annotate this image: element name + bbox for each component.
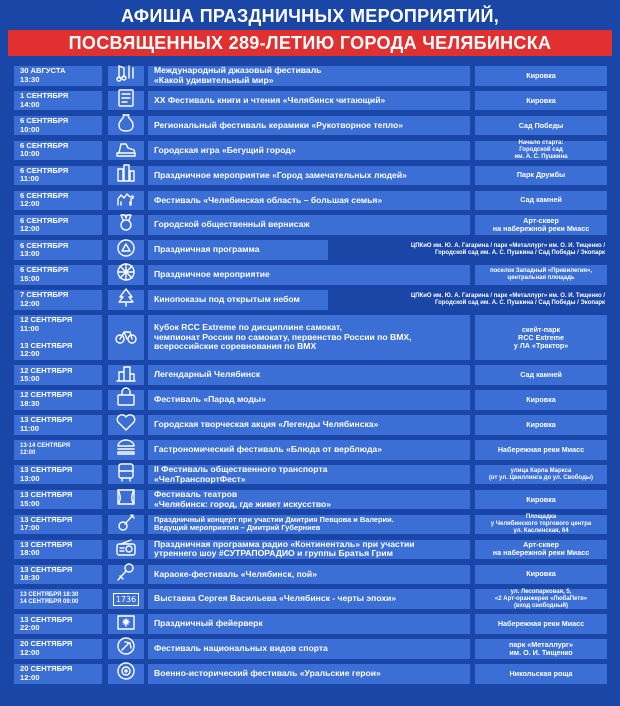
event-row — [0, 515, 620, 537]
event-place-cell — [475, 415, 607, 435]
event-date-cell — [14, 664, 102, 684]
event-date-cell — [14, 515, 102, 535]
event-date: 13 СЕНТЯБРЯ 18:00 — [20, 539, 73, 558]
event-title: Праздничное мероприятие — [154, 269, 270, 280]
event-title-cell — [148, 390, 470, 410]
event-place: Набережная реки Миасс — [497, 444, 585, 454]
event-place: Сад камней — [520, 370, 562, 380]
event-title-cell — [148, 116, 470, 136]
event-date: 13 СЕНТЯБРЯ 13:00 — [20, 465, 73, 483]
event-place-cell — [475, 66, 607, 86]
event-place-cell — [475, 490, 607, 510]
event-place: Арт-сквер на набережной реки Миасс — [492, 216, 590, 234]
event-row — [0, 191, 620, 213]
event-title: Выставка Сергея Васильева «Челябинск - черты эпохи» — [154, 593, 397, 604]
event-title: Праздничное мероприятие «Город замечательных людей» — [154, 169, 407, 180]
event-title-cell — [148, 215, 470, 235]
event-place-cell — [475, 440, 607, 460]
event-row — [0, 490, 620, 512]
event-date-cell — [14, 290, 102, 310]
event-row — [0, 639, 620, 661]
event-icon-cell — [108, 639, 144, 659]
event-date-cell — [14, 589, 102, 609]
event-icon-cell — [108, 91, 144, 111]
event-date: 12 СЕНТЯБРЯ 18:30 — [20, 390, 73, 408]
event-date-cell — [14, 440, 102, 460]
event-row — [0, 440, 620, 462]
event-row — [0, 589, 620, 611]
event-place: Кировка — [526, 419, 556, 429]
event-place-cell — [475, 166, 607, 186]
radio-icon — [115, 537, 137, 562]
event-title-cell — [148, 540, 470, 560]
event-place: Сад Победы — [518, 120, 564, 130]
event-title-cell — [148, 66, 470, 86]
event-icon-cell — [108, 240, 144, 260]
event-icon-cell — [108, 66, 144, 86]
event-place-cell — [475, 565, 607, 585]
event-title-cell — [148, 415, 470, 435]
event-date: 12 СЕНТЯБРЯ 11:00 13 СЕНТЯБРЯ 12:00 — [20, 315, 73, 359]
event-date: 13 СЕНТЯБРЯ 11:00 — [20, 415, 73, 433]
event-place-cell — [475, 191, 607, 211]
year-1736-icon: 1736 — [113, 593, 139, 606]
event-title: Фестиваль театров «Челябинск: город, где живет искусство» — [154, 489, 332, 509]
event-date-cell — [14, 166, 102, 186]
event-place: ул. Лесопарковая, 5, «2 Арт-оранжерея «ЛюбаПетя» (вход свободный) — [494, 588, 588, 609]
event-title: Городской общественный вернисаж — [154, 219, 310, 230]
event-title-cell — [148, 290, 328, 310]
event-row — [0, 116, 620, 138]
event-title-cell — [148, 490, 470, 510]
event-title: Легендарный Челябинск — [154, 369, 261, 380]
event-date-cell — [14, 141, 102, 161]
event-date-cell — [14, 215, 102, 235]
event-place-cell — [475, 365, 607, 385]
event-date-cell — [14, 490, 102, 510]
event-date-cell — [14, 465, 102, 485]
event-place: Набережная реки Миасс — [497, 619, 585, 629]
event-title: Военно-исторический фестиваль «Уральские герои» — [154, 668, 381, 679]
event-row — [0, 215, 620, 237]
event-icon-cell — [108, 390, 144, 410]
event-icon-cell — [108, 540, 144, 560]
event-date: 30 АВГУСТА 13:30 — [20, 66, 66, 84]
event-row — [0, 240, 620, 262]
book-icon — [115, 88, 137, 113]
event-row — [0, 265, 620, 287]
event-icon-cell — [108, 465, 144, 485]
event-date-cell — [14, 639, 102, 659]
event-place-cell — [475, 664, 607, 684]
bmx-bike-icon — [115, 325, 137, 350]
event-title-cell — [148, 265, 470, 285]
event-title-cell — [148, 141, 470, 161]
event-place: Никольская роща — [509, 668, 573, 678]
page-title-line2: ПОСВЯЩЕННЫХ 289-ЛЕТИЮ ГОРОДА ЧЕЛЯБИНСКА — [68, 33, 552, 53]
event-title: Региональный фестиваль керамики «Рукотворное тепло» — [154, 119, 404, 130]
event-title-cell — [148, 240, 328, 260]
event-icon-cell — [108, 415, 144, 435]
event-icon-cell — [108, 116, 144, 136]
event-date: 6 СЕНТЯБРЯ 12:00 — [20, 215, 69, 234]
event-title-cell — [148, 589, 470, 609]
event-date: 7 СЕНТЯБРЯ 12:00 — [20, 290, 69, 308]
event-place: Кировка — [526, 394, 556, 404]
event-place: улица Карла Маркса (от ул. Цвиллинга до ул. Свободы) — [488, 467, 594, 481]
event-title: Гастрономический фестиваль «Блюда от верблюда» — [154, 444, 382, 454]
event-date: 6 СЕНТЯБРЯ 12:00 — [20, 190, 69, 209]
event-date-cell — [14, 240, 102, 260]
event-place-cell — [475, 141, 607, 161]
event-place-cell — [475, 465, 607, 485]
event-title: Праздничная программа — [154, 244, 260, 255]
event-place-cell — [475, 540, 607, 560]
camel-icon — [115, 188, 137, 213]
event-place-cell — [475, 515, 607, 535]
event-title-cell — [148, 639, 470, 659]
event-title: Фестиваль национальных видов спорта — [154, 643, 328, 654]
rocket-icon — [115, 636, 137, 661]
event-date: 6 СЕНТЯБРЯ 11:00 — [20, 165, 69, 184]
event-date-cell — [14, 265, 102, 285]
event-icon-cell — [108, 515, 144, 535]
event-row — [0, 141, 620, 163]
event-icon-cell — [108, 490, 144, 510]
event-icon-cell — [108, 191, 144, 211]
target-icon — [115, 661, 137, 686]
event-place: поселок Западный «Привилегия», центральная площадь — [489, 268, 593, 281]
event-title: Праздничный концерт при участии Дмитрия Певцова и Валерии. Ведущий мероприятия – Дмитрий Губерниев — [154, 515, 394, 533]
event-title-cell — [148, 465, 470, 485]
event-date: 1 СЕНТЯБРЯ 14:00 — [20, 91, 69, 109]
event-date-cell — [14, 315, 102, 360]
event-place-cell — [475, 639, 607, 659]
event-icon-cell — [108, 141, 144, 161]
event-date: 20 СЕНТЯБРЯ 12:00 — [20, 639, 73, 657]
event-title: Кинопоказы под открытым небом — [154, 294, 300, 305]
event-title-cell — [148, 565, 470, 585]
microphone-icon — [115, 562, 137, 587]
event-date: 6 СЕНТЯБРЯ 10:00 — [20, 116, 69, 134]
event-icon-cell — [108, 664, 144, 684]
event-icon-cell — [108, 565, 144, 585]
event-date: 12 СЕНТЯБРЯ 15:00 — [20, 365, 73, 384]
event-title-cell — [148, 365, 470, 385]
event-date: 20 СЕНТЯБРЯ 12:00 — [20, 664, 73, 682]
event-row — [0, 365, 620, 387]
event-row — [0, 664, 620, 686]
event-place: Кировка — [526, 70, 556, 80]
music-instruments-icon — [115, 63, 137, 88]
event-row — [0, 565, 620, 587]
event-icon-cell — [108, 315, 144, 360]
event-date-cell — [14, 365, 102, 385]
theater-icon — [115, 487, 137, 512]
event-row — [0, 614, 620, 636]
event-title: XX Фестиваль книги и чтения «Челябинск читающий» — [154, 94, 386, 105]
medal-icon — [115, 213, 137, 238]
event-icon-cell — [108, 365, 144, 385]
heart-icon — [115, 412, 137, 437]
city-icon — [115, 163, 137, 188]
event-title: Праздничная программа радио «Континенталь» при участии утреннего шоу #СУТРАПОРАДИО и группы Братья Грим — [154, 538, 415, 559]
event-title: Фестиваль «Парад моды» — [154, 394, 266, 405]
tree-icon — [115, 287, 137, 312]
event-row — [0, 465, 620, 487]
event-place: Сад камней — [520, 195, 562, 205]
event-place-cell — [475, 116, 607, 136]
event-place-cell — [475, 215, 607, 235]
event-title: Фестиваль «Челябинская область – большая семья» — [154, 194, 383, 205]
event-row — [0, 315, 620, 362]
event-icon-cell — [108, 166, 144, 186]
event-icon-cell — [108, 215, 144, 235]
event-title: Международный джазовый фестиваль «Какой удивительный мир» — [154, 65, 322, 85]
event-date: 6 СЕНТЯБРЯ 13:00 — [20, 240, 69, 259]
celebration-icon — [115, 262, 137, 287]
event-title-cell — [148, 664, 470, 684]
buildings-icon — [115, 363, 137, 388]
fireworks-icon — [115, 612, 137, 637]
event-place-cell — [475, 390, 607, 410]
event-place: парк «Металлург» им. О. И. Тищенко — [508, 639, 574, 657]
event-date: 13 СЕНТЯБРЯ 18:30 14 СЕНТЯБРЯ 09:00 — [20, 592, 79, 606]
event-place: Парк Дружбы — [516, 170, 566, 180]
ceramic-vase-icon — [115, 113, 137, 138]
event-date-cell — [14, 390, 102, 410]
event-row — [0, 91, 620, 113]
event-date-cell — [14, 565, 102, 585]
event-place: ЦПКиО им. Ю. А. Гагарина / парк «Металлург» им. О. И. Тищенко / Городской сад им. А. С. Пушкина / Сад Победы / Экопарк — [410, 292, 605, 306]
event-place: скейт-парк RCC Extreme у ЛА «Трактор» — [513, 324, 569, 350]
event-icon-cell — [108, 440, 144, 460]
event-title-cell — [148, 91, 470, 111]
event-icon-cell — [108, 290, 144, 310]
event-icon-cell — [108, 614, 144, 634]
event-title: Караоке-фестиваль «Челябинск, пой» — [154, 568, 317, 579]
event-date-cell — [14, 540, 102, 560]
event-date-cell — [14, 91, 102, 111]
event-place: Кировка — [526, 494, 556, 504]
event-place: Арт-сквер на набережной реки Миасс — [492, 540, 590, 558]
event-date: 6 СЕНТЯБРЯ 10:00 — [20, 140, 69, 159]
event-date: 6 СЕНТЯБРЯ 15:00 — [20, 265, 69, 283]
event-date-cell — [14, 66, 102, 86]
event-title: II Фестиваль общественного транспорта «ЧелТранспортФест» — [154, 464, 328, 484]
event-place-cell — [475, 589, 607, 609]
event-title-cell — [148, 614, 470, 634]
concert-icon — [115, 238, 137, 263]
event-date-cell — [14, 191, 102, 211]
event-date: 13-14 СЕНТЯБРЯ 12:00 — [20, 442, 71, 456]
event-date-cell — [14, 614, 102, 634]
event-place-cell — [330, 240, 607, 260]
event-title: Городская игра «Бегущий город» — [154, 144, 296, 155]
event-row — [0, 415, 620, 437]
event-icon-cell — [108, 265, 144, 285]
event-date: 13 СЕНТЯБРЯ 17:00 — [20, 514, 73, 533]
event-row — [0, 540, 620, 562]
page-title-line1: АФИША ПРАЗДНИЧНЫХ МЕРОПРИЯТИЙ, — [120, 6, 500, 26]
event-title: Праздничный фейерверк — [154, 618, 263, 629]
event-row — [0, 166, 620, 188]
event-place: Кировка — [526, 569, 556, 579]
event-row — [0, 390, 620, 412]
event-title-cell — [148, 440, 470, 460]
event-date: 13 СЕНТЯБРЯ 22:00 — [20, 614, 73, 633]
event-title-cell — [148, 315, 470, 360]
event-date: 13 СЕНТЯБРЯ 18:30 — [20, 564, 73, 583]
event-place: Кировка — [526, 95, 556, 105]
event-place-cell — [330, 290, 607, 310]
event-icon-cell — [108, 589, 144, 609]
event-place: ЦПКиО им. Ю. А. Гагарина / парк «Металлург» им. О. И. Тищенко / Городской сад им. А. С. Пушкина / Сад Победы / Экопарк — [410, 243, 605, 257]
burger-icon — [115, 437, 137, 462]
event-title: Кубок RCC Extreme по дисциплине самокат, чемпионат России по самокату, первенство России по BMX, всероссийские соревнования по BMX — [154, 322, 412, 352]
handbag-icon — [115, 387, 137, 412]
event-date-cell — [14, 415, 102, 435]
event-title-cell — [148, 191, 470, 211]
guitar-icon — [115, 512, 137, 537]
header — [0, 0, 620, 62]
event-place-cell — [475, 315, 607, 360]
bus-icon — [115, 462, 137, 487]
event-title: Городская творческая акция «Легенды Челябинска» — [154, 419, 379, 430]
event-row — [0, 66, 620, 88]
event-place-cell — [475, 91, 607, 111]
event-title-cell — [148, 166, 470, 186]
event-place: Начало старта: Городской сад им. А. С. Пушкина — [514, 140, 568, 160]
event-title-cell — [148, 515, 470, 535]
event-place-cell — [475, 614, 607, 634]
event-date: 13 СЕНТЯБРЯ 15:00 — [20, 490, 73, 508]
event-date-cell — [14, 116, 102, 136]
event-place: Площадка у Челябинского торгового центра ул. Каслинская, 64 — [490, 514, 592, 534]
event-row — [0, 290, 620, 312]
running-shoe-icon — [115, 138, 137, 163]
event-place-cell — [475, 265, 607, 285]
